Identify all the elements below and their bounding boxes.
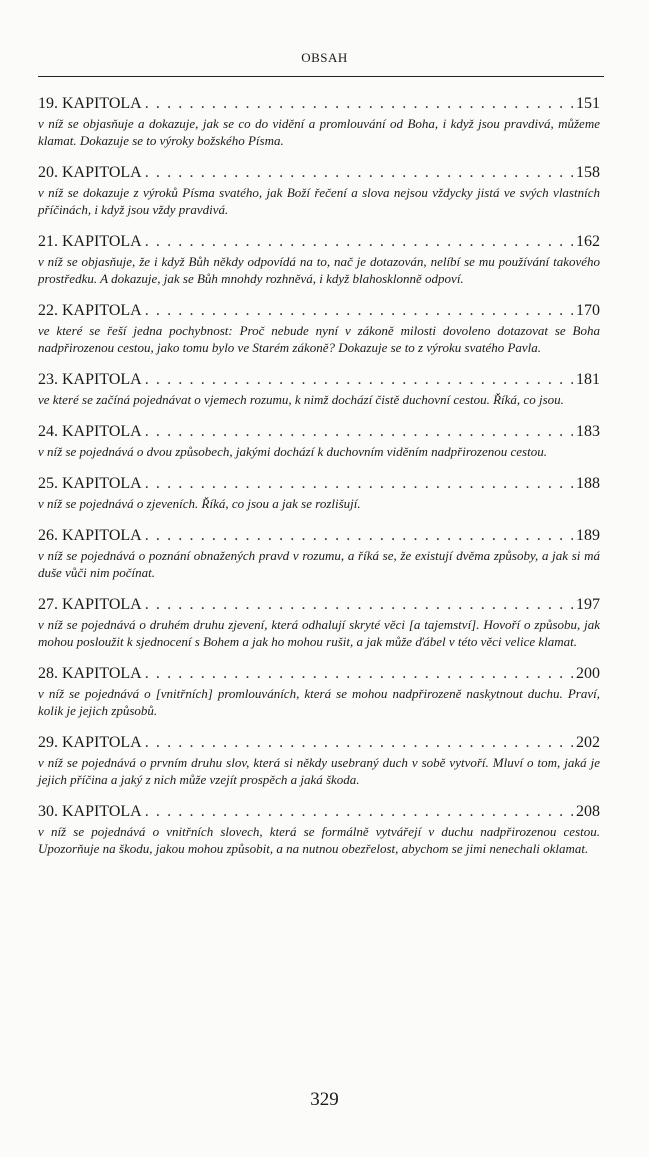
- chapter-page: 197: [576, 596, 600, 613]
- chapter-page: 151: [576, 95, 600, 112]
- dot-leader: [145, 232, 573, 252]
- dot-leader: [145, 802, 573, 822]
- chapter-page: 200: [576, 665, 600, 682]
- chapter-title: 20. KAPITOLA: [38, 164, 142, 181]
- chapter-title: 22. KAPITOLA: [38, 302, 142, 319]
- chapter-description: v níž se objasňuje a dokazuje, jak se co do vidění a promlouvání od Boha, i když jsou pravdivá, můžeme klamat. Dokazuje se to výroky božského Písma.: [38, 116, 600, 148]
- chapter-title: 21. KAPITOLA: [38, 233, 142, 250]
- toc-entry: [38, 370, 600, 408]
- dot-leader: [145, 422, 573, 442]
- toc-entry: [38, 474, 600, 512]
- chapter-description: v níž se pojednává o druhém druhu zjevení, která odhalují skryté věci [a tajemství]. Hovoří o způsobu, jak mohou posloužit k sjednocení s Bohem a jak ho mohou rušit, a jak může ďábel v této věci velice klamat.: [38, 617, 600, 649]
- chapter-description: ve které se začíná pojednávat o vjemech rozumu, k nimž dochází čistě duchovní cestou. Říká, co jsou.: [38, 392, 564, 407]
- chapter-description: v níž se pojednává o [vnitřních] promlouváních, která se mohou nadpřirozeně naskytnout duchu. Praví, kolik je jejich způsobů.: [38, 686, 600, 718]
- chapter-page: 170: [576, 302, 600, 319]
- toc-entry: [38, 422, 600, 460]
- chapter-description: v níž se dokazuje z výroků Písma svatého, jak Boží řečení a slova nejsou vždycky jistá ve svých vlastních příčinách, i když jsou vždy pravdivá.: [38, 185, 600, 217]
- toc-entry: [38, 595, 600, 650]
- chapter-title: 29. KAPITOLA: [38, 734, 142, 751]
- chapter-page: 162: [576, 233, 600, 250]
- chapter-description: v níž se pojednává o vnitřních slovech, která se formálně vytvářejí v duchu nadpřirozenou cestou. Upozorňuje na škodu, jakou mohou způsobit, a na nutnou obezřelost, abychom se jimi nenechali oklamat.: [38, 824, 600, 856]
- chapter-description: v níž se pojednává o prvním druhu slov, která si někdy usebraný duch v sobě vytvoří. Mluví o tom, jaká je jejich příčina a jaký z nich může vzejít prospěch a jaká škoda.: [38, 755, 600, 787]
- chapter-title: 23. KAPITOLA: [38, 371, 142, 388]
- chapter-page: 188: [576, 475, 600, 492]
- toc-entry: [38, 94, 600, 149]
- dot-leader: [145, 526, 573, 546]
- chapter-page: 181: [576, 371, 600, 388]
- dot-leader: [145, 94, 573, 114]
- chapter-description: v níž se pojednává o poznání obnažených pravd v rozumu, a říká se, že existují dvěma způsoby, a jak si má duše vůči nim počínat.: [38, 548, 600, 580]
- toc-entry: [38, 232, 600, 287]
- chapter-page: 208: [576, 803, 600, 820]
- chapter-description: ve které se řeší jedna pochybnost: Proč nebude nyní v zákoně milosti dovoleno dotazovat se Boha nadpřirozenou cestou, jako tomu bylo ve Starém zákoně? Dokazuje se to z výroku svatého Pavla.: [38, 323, 600, 355]
- chapter-title: 30. KAPITOLA: [38, 803, 142, 820]
- page-number: 329: [310, 1089, 339, 1110]
- toc-entry: [38, 163, 600, 218]
- dot-leader: [145, 595, 573, 615]
- dot-leader: [145, 664, 573, 684]
- header-rule: [38, 76, 604, 77]
- chapter-description: v níž se pojednává o zjeveních. Říká, co jsou a jak se rozlišují.: [38, 496, 361, 511]
- chapter-title: 24. KAPITOLA: [38, 423, 142, 440]
- chapter-page: 183: [576, 423, 600, 440]
- chapter-title: 26. KAPITOLA: [38, 527, 142, 544]
- chapter-title: 27. KAPITOLA: [38, 596, 142, 613]
- chapter-description: v níž se pojednává o dvou způsobech, jakými dochází k duchovním viděním nadpřirozenou cestou.: [38, 444, 547, 459]
- toc-entry: [38, 802, 600, 857]
- dot-leader: [145, 301, 573, 321]
- toc-entry: [38, 664, 600, 719]
- dot-leader: [145, 163, 573, 183]
- chapter-title: 28. KAPITOLA: [38, 665, 142, 682]
- toc-entry: [38, 733, 600, 788]
- running-head: OBSAH: [301, 50, 348, 65]
- toc-entry: [38, 301, 600, 356]
- chapter-page: 158: [576, 164, 600, 181]
- toc-entry: [38, 526, 600, 581]
- dot-leader: [145, 370, 573, 390]
- table-of-contents: [38, 94, 600, 871]
- chapter-title: 25. KAPITOLA: [38, 475, 142, 492]
- chapter-page: 202: [576, 734, 600, 751]
- dot-leader: [145, 733, 573, 753]
- chapter-page: 189: [576, 527, 600, 544]
- chapter-title: 19. KAPITOLA: [38, 95, 142, 112]
- dot-leader: [145, 474, 573, 494]
- chapter-description: v níž se objasňuje, že i když Bůh někdy odpovídá na to, nač je dotazován, nelíbí se mu používání takového prostředku. A dokazuje, jak se Bůh mnohdy rozhněvá, i když blahosklonně odpoví.: [38, 254, 600, 286]
